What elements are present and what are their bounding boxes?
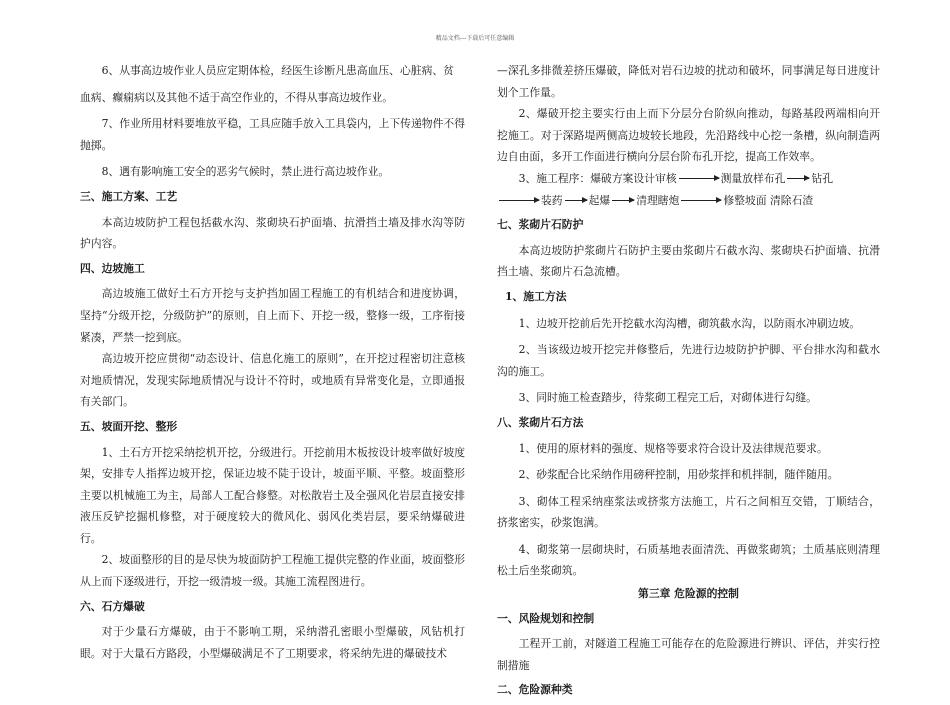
paragraph-masonry-1: 1、使用的原材料的强度、规格等要求符合设计及法律规范要求。: [518, 441, 828, 455]
heading-hazard-types: 二、危险源种类: [497, 683, 573, 697]
paragraph-blasting-2: 2、爆破开挖主要实行由上而下分层分台阶纵向推动，每路基段两端相向开挖施工。对于深路堤两侧高边坡较长地段，先沿路线中心挖一条槽，纵向制造两边自由面，多开工作面进行横向分层台阶布孔开挖，提高工作效率。: [497, 107, 880, 164]
arrow-right-icon: [565, 200, 587, 201]
header-watermark: 精品文档---下载后可任意编辑: [435, 35, 515, 42]
construction-flow-line-1: [497, 168, 880, 190]
paragraph-section-4a: 高边坡施工做好土石方开挖与支护挡加固工程施工的有机结合和进度协调，坚持“分级开挖，分级防护”的原则，自上而下、开挖一级，整修一级，工序衔接紧凑，严禁一挖到底。: [80, 287, 465, 344]
construction-flow-line-2: [497, 190, 880, 212]
paragraph-8: 8、遇有影响施工安全的恶劣气候时，禁止进行高边坡作业。: [101, 165, 390, 179]
heading-section-8: 八、浆砌片石方法: [497, 415, 584, 429]
paragraph-method-2: 2、当该级边坡开挖完并修整后，先进行边坡防护护脚、平台排水沟和截水沟的施工。: [497, 343, 880, 378]
paragraph-masonry-2: 2、砂浆配合比采纳作用磅秤控制，用砂浆拌和机拌制，随伴随用。: [518, 468, 839, 482]
paragraph-method-3: 3、同时施工检查踏步，待浆砌工程完工后，对砌体进行勾缝。: [518, 391, 817, 405]
heading-section-6: 六、石方爆破: [80, 599, 145, 613]
heading-risk-planning: 一、风险规划和控制: [497, 611, 595, 625]
arrow-right-icon: [681, 200, 721, 201]
paragraph-section-3: 本高边坡防护工程包括截水沟、浆砌块石护面墙、抗滑挡土墙及排水沟等防护内容。: [80, 215, 465, 251]
paragraph-masonry-3: 3、砌体工程采纳座浆法或挤浆方法施工，片石之间相互交错，丁顺结合，挤浆密实，砂浆饱满。: [497, 494, 880, 530]
paragraph-7: 7、作业所用材料要堆放平稳，工具应随手放入工具袋内，上下传递物件不得抛掷。: [80, 117, 465, 152]
flow-step-6: 修整坡面 清除石渣: [723, 193, 814, 207]
paragraph-masonry-4: 4、砌浆第一层砌块时，石质基地表面清洗、再做浆砌筑；土质基底则清理松土后坐浆砌筑。: [497, 542, 880, 578]
paragraph-section-7: 本高边坡防护浆砌片石防护主要由浆砌片石截水沟、浆砌块石护面墙、抗滑挡土墙、浆砌片石急流槽。: [497, 243, 880, 279]
chapter-title: 第三章 危险源的控制: [638, 587, 739, 601]
heading-section-3: 三、施工方案、工艺: [80, 189, 178, 203]
arrow-right-icon: [679, 178, 719, 179]
paragraph-blasting-continued: —深孔多排微差挤压爆破，降低对岩石边坡的扰动和破坏，同事满足每日进度计划个工作量。: [497, 64, 880, 99]
flow-step-4: 起爆: [588, 193, 611, 207]
paragraph-section-5a: 1、土石方开挖采纳挖机开挖，分级进行。开挖前用木板按设计坡率做好坡度架，安排专人指挥边坡开挖，保证边坡不陡于设计，坡面平顺、平整。坡面整形主要以机械施工为主，局部人工配合修整。对松散岩土及全强风化岩层直接安排液压反铲挖掘机修整，对于硬度较大的微风化、弱风化类岩层，要采纳爆破进行。: [80, 445, 465, 545]
flow-step-2: 钻孔: [811, 171, 833, 185]
left-column: [80, 60, 465, 664]
flow-step-3: 装药: [541, 193, 563, 207]
right-column: [497, 60, 880, 705]
paragraph-method-1: 1、边坡开挖前后先开挖截水沟沟槽，砌筑截水沟，以防雨水冲刷边坡。: [518, 316, 861, 330]
arrow-right-icon: [787, 178, 809, 179]
paragraph-6b: 血病、癫痫病以及其他不适于高空作业的，不得从事高边坡作业。: [80, 90, 394, 104]
paragraph-risk-planning: 工程开工前，对隧道工程施工可能存在的危险源进行辨识、评估，并实行控制措施: [497, 637, 880, 672]
arrow-right-icon: [499, 200, 539, 201]
heading-section-4: 四、边坡施工: [80, 261, 145, 275]
flow-step-1: 测量放样布孔: [720, 171, 786, 185]
paragraph-section-4b: 高边坡开挖应贯彻“动态设计、信息化施工的原则”，在开挖过程密切注意核对地质情况，发现实际地质情况与设计不符时，或地质有异常变化是，立即通报有关部门。: [80, 352, 465, 409]
heading-construction-method: 1、施工方法: [505, 289, 567, 303]
heading-section-7: 七、浆砌片石防护: [497, 218, 584, 232]
flow-step-5: 清理瞎炮: [636, 193, 680, 207]
arrow-right-icon: [612, 200, 634, 201]
paragraph-6a: 6、从事高边坡作业人员应定期体检，经医生诊断凡患高血压、心脏病、贫: [101, 64, 454, 77]
paragraph-section-5b: 2、坡面整形的目的是尽快为坡面防护工程施工提供完整的作业面，坡面整形从上而下逐级进行，开挖一级清坡一级。其施工流程图进行。: [80, 553, 465, 589]
heading-section-5: 五、坡面开挖、整形: [80, 419, 178, 433]
paragraph-section-6: 对于少量石方爆破，由于不影响工期，采纳潜孔密眼小型爆破，风钻机打眼。对于大量石方路段，小型爆破满足不了工期要求，将采纳先进的爆破技术: [80, 625, 465, 660]
flow-step-lead: 3、施工程序：爆破方案设计审核: [518, 171, 677, 185]
